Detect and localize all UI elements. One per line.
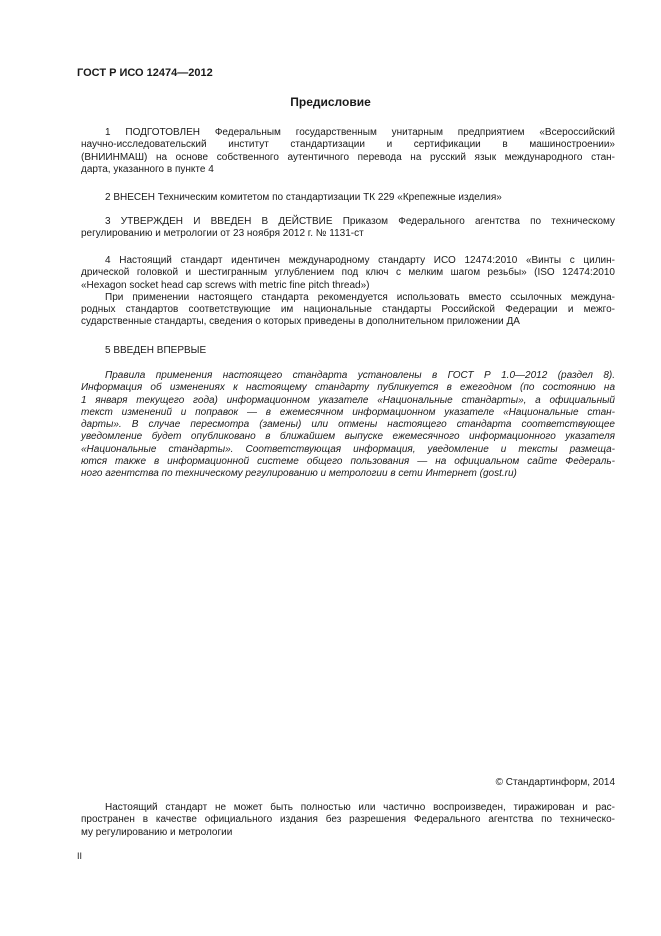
text-line: дрической головкой и шестигранным углублением под ключ с мелким шагом резьбы» (ISO 12474:2010 [81, 267, 615, 279]
text-line: ются также в информационной системе общего пользования — на официальном сайте Федераль- [81, 456, 615, 468]
text-line: дарта, указанного в пункте 4 [81, 163, 214, 175]
notice-paragraph [81, 370, 615, 481]
text-line: Информация об изменениях к настоящему стандарту публикуется в ежегодном (по состоянию на [81, 382, 615, 394]
text-line: 1 января текущего года) информационном указателе «Национальные стандарты», а официальный [81, 394, 615, 406]
text-line: ного агентства по техническому регулированию и метрологии в сети Интернет (gost.ru) [81, 468, 517, 480]
text-line: родных стандартов соответствующие им национальные стандарты Российской Федерации и межго- [81, 304, 615, 316]
text-line: 4 Настоящий стандарт идентичен международному стандарту ИСО 12474:2010 «Винты с цилин- [105, 255, 615, 266]
paragraph-4 [81, 255, 615, 329]
page-title: Предисловие [290, 95, 371, 109]
text-line: 3 УТВЕРЖДЕН И ВВЕДЕН В ДЕЙСТВИЕ Приказом Федерального агентства по техническому [105, 216, 615, 227]
copyright: © Стандартинформ, 2014 [495, 777, 615, 788]
text-line: пространен в качестве официального издания без разрешения Федерального агентства по техническо- [81, 814, 615, 826]
text-line: 1 ПОДГОТОВЛЕН Федеральным государственным унитарным предприятием «Всероссийский [105, 127, 615, 138]
text-line: (ВНИИНМАШ) на основе собственного аутентичного перевода на русский язык международного стан- [81, 151, 615, 163]
text-line: научно-исследовательский институт стандартизации и сертификации в машиностроении» [81, 139, 615, 151]
page-number: II [77, 851, 83, 861]
legal-paragraph [81, 802, 615, 839]
text-line: му регулированию и метрологии [81, 826, 233, 838]
document-code: ГОСТ Р ИСО 12474—2012 [77, 67, 213, 79]
paragraph-1 [81, 127, 615, 176]
text-line: 2 ВНЕСЕН Техническим комитетом по стандартизации ТК 229 «Крепежные изделия» [105, 192, 502, 203]
text-line: При применении настоящего стандарта рекомендуется использовать вместо ссылочных междуна- [105, 291, 615, 303]
text-line: «Национальные стандарты». Соответствующая информация, уведомление и тексты размеща- [81, 443, 615, 455]
text-line: сударственные стандарты, сведения о которых приведены в дополнительном приложении ДА [81, 316, 520, 328]
text-line: Настоящий стандарт не может быть полностью или частично воспроизведен, тиражирован и рас- [105, 802, 615, 813]
text-line: дарты». В случае пересмотра (замены) или отмены настоящего стандарта соответствующее [81, 419, 615, 431]
text-line: регулированию и метрологии от 23 ноября 2012 г. № 1131-ст [81, 228, 364, 240]
text-line: уведомление будет опубликовано в ближайшем выпуске ежемесячного информационного указателя [81, 431, 615, 443]
paragraph-5 [81, 345, 615, 357]
text-line: Правила применения настоящего стандарта установлены в ГОСТ Р 1.0—2012 (раздел 8). [105, 370, 615, 381]
text-line: 5 ВВЕДЕН ВПЕРВЫЕ [105, 345, 207, 356]
paragraph-3 [81, 216, 615, 241]
text-line: текст изменений и поправок — в ежемесячном информационном указателе «Национальные стан- [81, 406, 615, 418]
text-line: «Hexagon socket head cap screws with metric fine pitch thread») [81, 279, 370, 291]
paragraph-2 [81, 192, 615, 204]
